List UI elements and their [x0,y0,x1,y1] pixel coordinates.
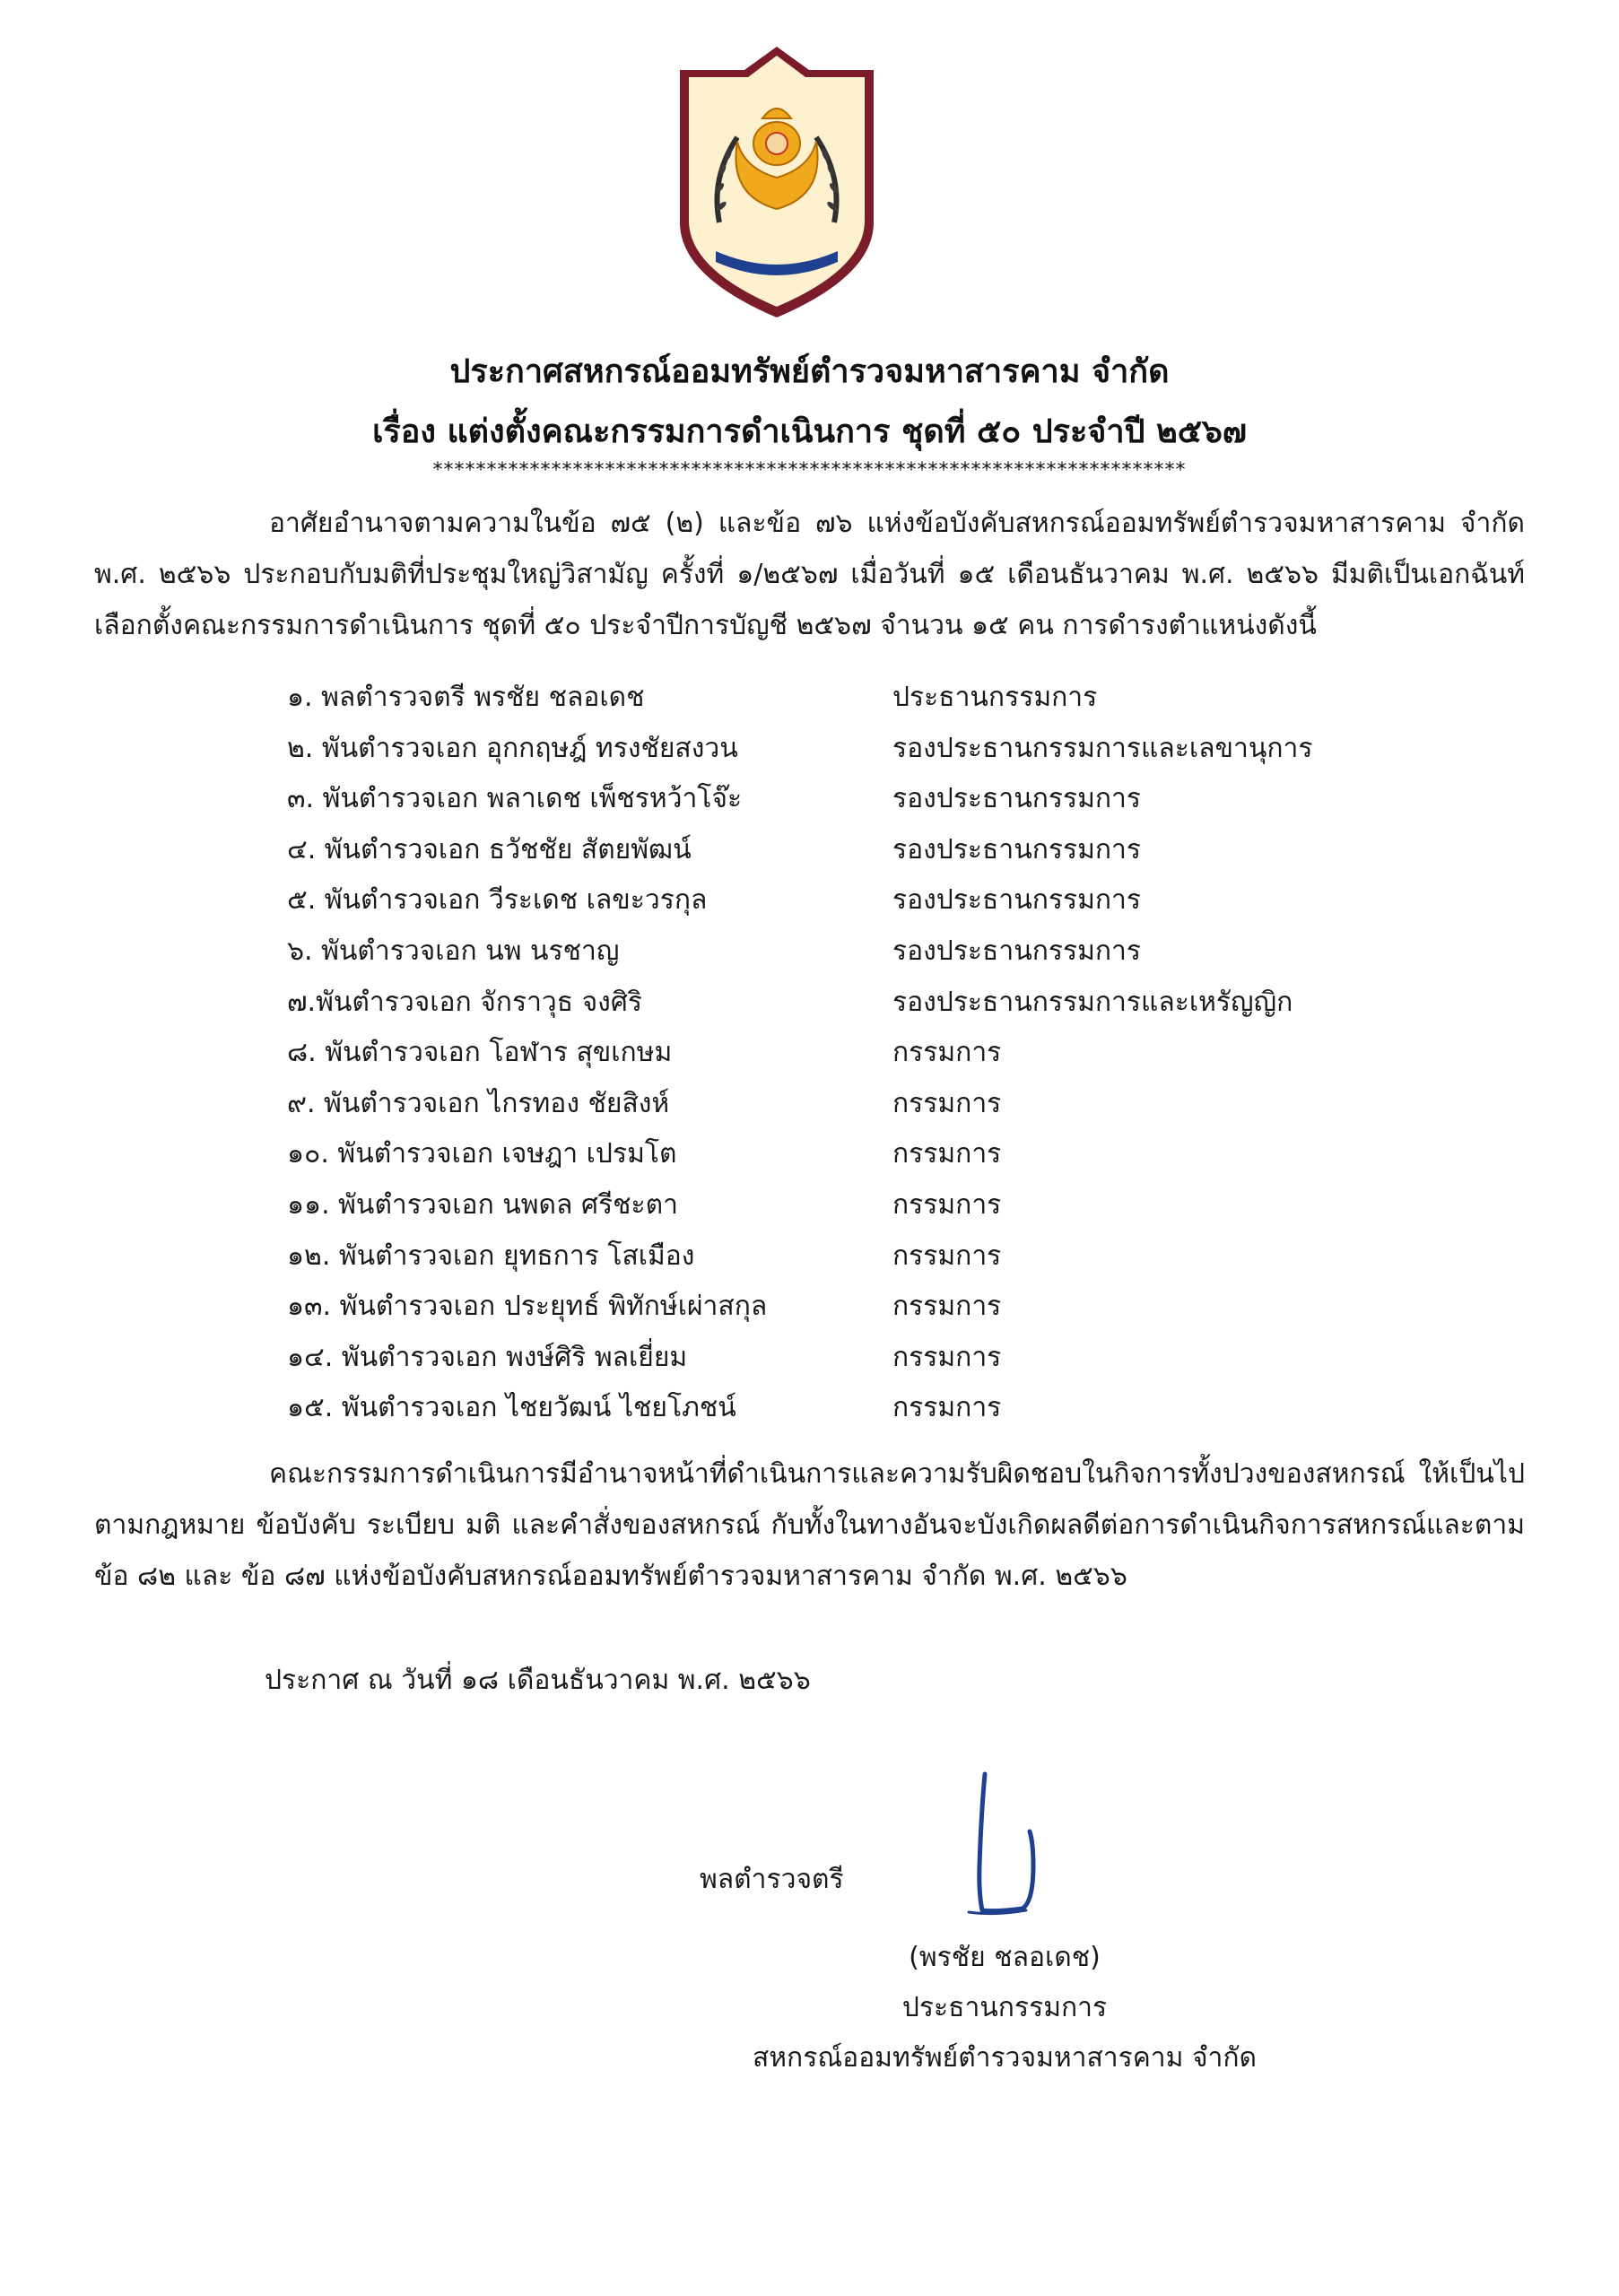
member-name: ๑๐. พันตำรวจเอก เจษฎา เปรมโต [287,1138,677,1170]
signature-icon [933,1758,1049,1928]
member-role: กรรมการ [892,1291,1002,1323]
committee-member [287,1028,1453,1079]
member-name: ๕. พันตำรวจเอก วีระเดช เลขะวรกุล [287,884,708,917]
committee-member [287,1333,1453,1384]
member-name: ๑๔. พันตำรวจเอก พงษ์ศิริ พลเยี่ยม [287,1341,688,1373]
member-role: รองประธานกรรมการและเหรัญญิก [892,986,1293,1018]
committee-member [287,1231,1453,1283]
member-name: ๑. พลตำรวจตรี พรชัย ชลอเดช [287,682,645,713]
member-name: ๘. พันตำรวจเอก โอฬาร สุขเกษม [287,1037,673,1069]
signer-organization: สหกรณ์ออมทรัพย์ตำรวจมหาสารคาม จำกัด [752,2042,1258,2074]
committee-list [287,673,1453,1434]
asterisk-divider: ********************************************************************** [432,459,1187,482]
handwritten-signature [933,1758,1049,1928]
member-name: ๖. พันตำรวจเอก นพ นรชาญ [287,935,620,967]
committee-member [287,1282,1453,1333]
committee-member [287,1180,1453,1231]
signer-name: (พรชัย ชลอเดช) [909,1942,1101,1973]
cooperative-logo [675,43,879,321]
duties-text: คณะกรรมการดำเนินการมีอำนาจหน้าที่ดำเนินการและความรับผิดชอบในกิจการทั้งปวงของสหกรณ์ ให้เป็นไปตามกฎหมาย ข้อบังคับ ระเบียบ มติ และคำสั่งของสหกรณ์ กับทั้งในทางอันจะบังเกิดผลดีต่อการดำเนินกิจการสหกรณ์และตามข้อ ๘๒ และ ข้อ ๘๗ แห่งข้อบังคับสหกรณ์ออมทรัพย์ตำรวจมหาสารคาม จำกัด พ.ศ. ๒๕๖๖ [94,1458,1525,1592]
member-role: กรรมการ [892,1392,1002,1424]
intro-paragraph [94,498,1525,651]
committee-member [287,926,1453,978]
logo-emblem-icon [675,43,879,321]
member-role: รองประธานกรรมการ [892,935,1142,967]
member-role: กรรมการ [892,1341,1002,1373]
member-role: กรรมการ [892,1087,1002,1119]
intro-text: อาศัยอำนาจตามความในข้อ ๗๕ (๒) และข้อ ๗๖ แห่งข้อบังคับสหกรณ์ออมทรัพย์ตำรวจมหาสารคาม จำกัด พ.ศ. ๒๕๖๖ ประกอบกับมติที่ประชุมใหญ่วิสามัญ ครั้งที่ ๑/๒๕๖๗ เมื่อวันที่ ๑๕ เดือนธันวาคม พ.ศ. ๒๕๖๖ มีมติเป็นเอกฉันท์เลือกตั้งคณะกรรมการดำเนินการ ชุดที่ ๕๐ ประจำปีการบัญชี ๒๕๖๗ จำนวน ๑๕ คน การดำรงตำแหน่งดังนี้ [94,508,1525,641]
committee-member [287,774,1453,825]
member-name: ๑๓. พันตำรวจเอก ประยุทธ์ พิทักษ์เผ่าสกุล [287,1291,768,1323]
member-name: ๑๕. พันตำรวจเอก ไชยวัฒน์ ไชยโภชน์ [287,1392,736,1424]
committee-member [287,1079,1453,1130]
committee-member [287,673,1453,724]
member-role: รองประธานกรรมการ [892,783,1142,815]
member-name: ๑๑. พันตำรวจเอก นพดล ศรีชะตา [287,1188,678,1221]
member-role: ประธานกรรมการ [892,682,1098,713]
signer-position: ประธานกรรมการ [901,1992,1108,2023]
committee-member [287,1383,1453,1434]
member-role: กรรมการ [892,1239,1002,1272]
member-role: รองประธานกรรมการ [892,833,1142,865]
committee-member [287,825,1453,876]
committee-member [287,875,1453,926]
signature-block [718,1933,1292,2083]
member-name: ๒. พันตำรวจเอก อุกกฤษฎ์ ทรงชัยสงวน [287,732,738,764]
committee-member [287,978,1453,1029]
member-name: ๙. พันตำรวจเอก ไกรทอง ชัยสิงห์ [287,1087,670,1119]
duties-paragraph [94,1448,1525,1602]
announcement-subject: เรื่อง แต่งตั้งคณะกรรมการดำเนินการ ชุดที่ ๕๐ ประจำปี ๒๕๖๗ [372,413,1247,450]
member-role: รองประธานกรรมการ [892,884,1142,917]
member-role: กรรมการ [892,1138,1002,1170]
member-name: ๗.พันตำรวจเอก จักราวุธ จงศิริ [287,986,642,1018]
announcement-date: ประกาศ ณ วันที่ ๑๘ เดือนธันวาคม พ.ศ. ๒๕๖๖ [265,1665,811,1696]
committee-member [287,724,1453,775]
member-name: ๑๒. พันตำรวจเอก ยุทธการ โสเมือง [287,1239,695,1272]
committee-member [287,1129,1453,1180]
member-role: กรรมการ [892,1188,1002,1221]
member-role: กรรมการ [892,1037,1002,1069]
member-name: ๔. พันตำรวจเอก ธวัชชัย สัตยพัฒน์ [287,833,692,865]
announcement-title: ประกาศสหกรณ์ออมทรัพย์ตำรวจมหาสารคาม จำกัด [449,353,1170,390]
member-name: ๓. พันตำรวจเอก พลาเดช เพ็ชรหว้าโจ๊ะ [287,783,743,815]
signer-rank: พลตำรวจตรี [700,1864,844,1895]
member-role: รองประธานกรรมการและเลขานุการ [892,732,1313,764]
